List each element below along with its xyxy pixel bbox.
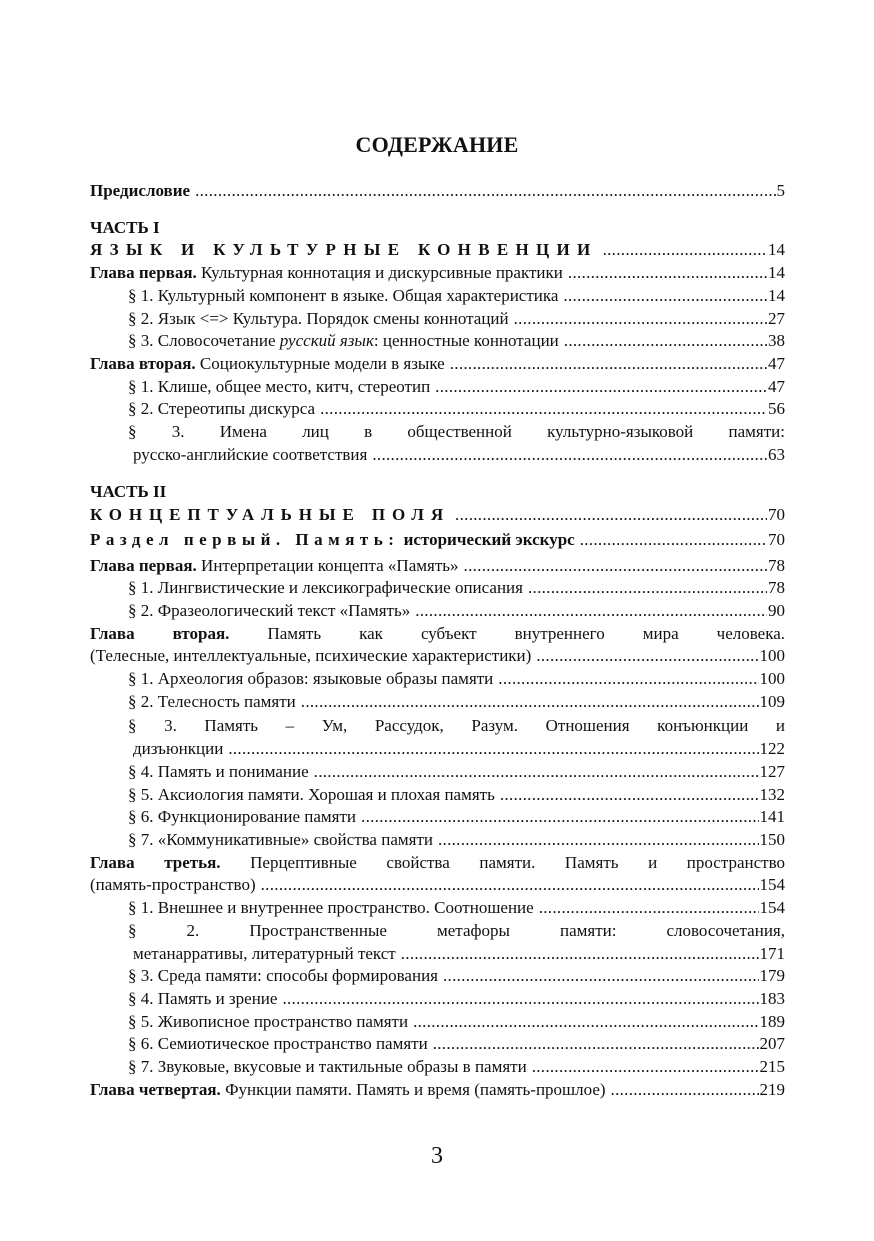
toc-page-number: 122: [759, 739, 785, 759]
toc-page-number: 207: [759, 1034, 785, 1054]
toc-chapter: [90, 353, 785, 376]
toc-page-number: 219: [759, 1079, 785, 1099]
toc-chapter: [90, 1079, 785, 1102]
toc-page-number: 38: [768, 331, 785, 351]
leader-dots: [433, 1033, 759, 1056]
toc-section: [90, 376, 785, 399]
toc-page-number: 47: [768, 353, 785, 373]
chapter-number: Глава первая.: [90, 555, 197, 575]
toc-section-multiline: [90, 715, 785, 760]
toc-page-number: 100: [759, 669, 785, 689]
toc-page-number: 154: [759, 898, 785, 918]
toc-section: [90, 398, 785, 421]
leader-dots: [498, 668, 758, 691]
leader-dots: [438, 829, 759, 852]
part-1-label: ЧАСТЬ I: [90, 217, 160, 237]
toc-entry-preface: [90, 180, 785, 203]
toc-page-number: 63: [768, 444, 785, 464]
toc-section: [90, 806, 785, 829]
toc-entry-label: § 1. Археология образов: языковые образы памяти: [128, 669, 494, 689]
toc-section: [90, 308, 785, 331]
toc-entry-label: § 5. Живописное пространство памяти: [128, 1011, 409, 1031]
leader-dots: [314, 761, 759, 784]
leader-dots: [528, 577, 767, 600]
toc-page-number: 100: [759, 646, 785, 666]
toc-section: [90, 668, 785, 691]
toc-section: [90, 829, 785, 852]
chapter-title-line2: (память-пространство): [90, 875, 256, 895]
leader-dots: [603, 239, 767, 262]
toc-page-number: 70: [768, 505, 785, 525]
toc-entry-label-line1: § 2. Пространственные метафоры памяти: словосочетания,: [128, 920, 785, 940]
leader-dots: [195, 180, 775, 203]
toc-section: [90, 691, 785, 714]
chapter-number: Глава вторая.: [90, 353, 196, 373]
toc-page-number: 127: [759, 761, 785, 781]
italic-phrase: русский язык: [279, 331, 374, 351]
leader-dots: [401, 943, 759, 966]
leader-dots: [580, 529, 767, 552]
part-1-heading: [90, 239, 785, 262]
toc-page-number: 78: [768, 555, 785, 575]
leader-dots: [413, 1011, 758, 1034]
chapter-number: Глава вторая.: [90, 623, 230, 643]
toc-page-number: 183: [759, 988, 785, 1008]
leader-dots: [415, 600, 767, 623]
chapter-title-line1: Память как субъект внутреннего мира человека.: [267, 623, 786, 643]
toc-section-multiline: [90, 421, 785, 466]
leader-dots: [435, 376, 767, 399]
toc-entry-label: § 5. Аксиология памяти. Хорошая и плохая память: [128, 784, 495, 804]
toc-page-number: 109: [759, 691, 785, 711]
leader-dots: [301, 691, 759, 714]
toc-entry-label: ЯЗЫК И КУЛЬТУРНЫЕ КОНВЕНЦИИ: [90, 240, 598, 260]
chapter-title-line2: (Телесные, интеллектуальные, психические характеристики): [90, 646, 532, 666]
section-label-rest: исторический экскурс: [399, 529, 575, 549]
table-of-contents: [90, 180, 785, 1101]
leader-dots: [568, 262, 767, 285]
toc-page-number: 132: [759, 784, 785, 804]
leader-dots: [464, 555, 767, 578]
toc-entry-label-line2: русско-английские соответствия: [133, 444, 368, 464]
toc-section: [90, 761, 785, 784]
toc-entry-label-line2: дизъюнкции: [133, 739, 224, 759]
chapter-title: Культурная коннотация и дискурсивные практики: [201, 263, 563, 283]
leader-dots: [282, 988, 758, 1011]
toc-section: [90, 1033, 785, 1056]
chapter-number: Глава первая.: [90, 263, 197, 283]
toc-page-number: 56: [768, 399, 785, 419]
toc-entry-label: § 1. Лингвистические и лексикографические описания: [128, 578, 523, 598]
toc-section: [90, 330, 785, 353]
toc-page-number: 47: [768, 376, 785, 396]
toc-chapter-multiline: [90, 623, 785, 668]
page-title: СОДЕРЖАНИЕ: [355, 132, 519, 157]
toc-section-heading: [90, 529, 785, 552]
toc-entry-label: § 4. Память и зрение: [128, 988, 278, 1008]
leader-dots: [443, 965, 759, 988]
leader-dots: [320, 398, 767, 421]
toc-entry-label: § 1. Культурный компонент в языке. Общая характеристика: [128, 285, 559, 305]
leader-dots: [514, 308, 767, 331]
leader-dots: [372, 444, 767, 467]
toc-page-number: 27: [768, 308, 785, 328]
leader-dots: [261, 874, 759, 897]
toc-entry-label: § 7. Звуковые, вкусовые и тактильные образы в памяти: [128, 1057, 527, 1077]
chapter-title: Интерпретации концепта «Память»: [201, 555, 459, 575]
toc-section: [90, 897, 785, 920]
part-2-heading: [90, 504, 785, 527]
toc-page-number: 179: [759, 966, 785, 986]
toc-section: [90, 965, 785, 988]
toc-section: [90, 1056, 785, 1079]
toc-section: [90, 285, 785, 308]
toc-entry-label: § 1. Внешнее и внутреннее пространство. Соотношение: [128, 898, 534, 918]
toc-entry-label: § 7. «Коммуникативные» свойства памяти: [128, 829, 433, 849]
leader-dots: [536, 645, 758, 668]
toc-entry-label-line1: § 3. Память – Ум, Рассудок, Разум. Отношения конъюнкции и: [128, 716, 785, 736]
toc-chapter-multiline: [90, 852, 785, 897]
toc-page-number: 14: [768, 285, 785, 305]
page-number: 3: [431, 1143, 443, 1169]
leader-dots: [228, 738, 758, 761]
chapter-title-line1: Перцептивные свойства памяти. Память и пространство: [250, 852, 786, 872]
part-2-label: ЧАСТЬ II: [90, 482, 167, 502]
toc-page-number: 215: [759, 1057, 785, 1077]
toc-page-number: 141: [759, 807, 785, 827]
chapter-number: Глава третья.: [90, 852, 221, 872]
toc-entry-label: § 3. Словосочетание русский язык: ценностные коннотации: [128, 331, 559, 351]
toc-page-number: 5: [776, 181, 785, 200]
leader-dots: [611, 1079, 759, 1102]
leader-dots: [500, 784, 759, 807]
toc-section: [90, 988, 785, 1011]
toc-section: [90, 1011, 785, 1034]
toc-entry-label: § 2. Язык <=> Культура. Порядок смены коннотаций: [128, 308, 509, 328]
toc-entry-label-line2: метанарративы, литературный текст: [133, 943, 396, 963]
toc-entry-label-line1: § 3. Имена лиц в общественной культурно-языковой памяти:: [128, 422, 785, 442]
toc-entry-label: § 2. Фразеологический текст «Память»: [128, 600, 411, 620]
toc-entry-label: § 2. Телесность памяти: [128, 691, 296, 711]
chapter-number: Глава четвертая.: [90, 1079, 221, 1099]
toc-chapter: [90, 555, 785, 578]
toc-page-number: 171: [759, 943, 785, 963]
toc-entry-label: § 6. Семиотическое пространство памяти: [128, 1034, 428, 1054]
leader-dots: [564, 330, 767, 353]
toc-section: [90, 577, 785, 600]
toc-page-number: 150: [759, 829, 785, 849]
toc-section: [90, 600, 785, 623]
toc-page-number: 90: [768, 600, 785, 620]
leader-dots: [361, 806, 758, 829]
toc-page-number: 189: [759, 1011, 785, 1031]
toc-entry-label: § 1. Клише, общее место, китч, стереотип: [128, 376, 431, 396]
leader-dots: [563, 285, 767, 308]
chapter-title: Функции памяти. Память и время (память-прошлое): [225, 1079, 606, 1099]
toc-entry-label: КОНЦЕПТУАЛЬНЫЕ ПОЛЯ: [90, 505, 451, 525]
toc-section: [90, 784, 785, 807]
toc-entry-label: § 2. Стереотипы дискурса: [128, 399, 316, 419]
toc-entry-label: § 6. Функционирование памяти: [128, 807, 357, 827]
toc-page-number: 78: [768, 578, 785, 598]
toc-section-multiline: [90, 920, 785, 965]
chapter-title: Социокультурные модели в языке: [199, 353, 445, 373]
leader-dots: [455, 504, 767, 527]
toc-page-number: 14: [768, 263, 785, 283]
toc-page-number: 70: [768, 529, 785, 549]
section-label-spaced: Раздел первый. Память:: [90, 529, 400, 549]
toc-entry-label: § 3. Среда памяти: способы формирования: [128, 966, 438, 986]
toc-chapter: [90, 262, 785, 285]
leader-dots: [539, 897, 759, 920]
toc-entry-label: Предисловие: [90, 181, 191, 200]
leader-dots: [450, 353, 767, 376]
toc-page-number: 154: [759, 875, 785, 895]
toc-entry-label: § 4. Память и понимание: [128, 761, 309, 781]
toc-page-number: 14: [768, 240, 785, 260]
leader-dots: [532, 1056, 759, 1079]
